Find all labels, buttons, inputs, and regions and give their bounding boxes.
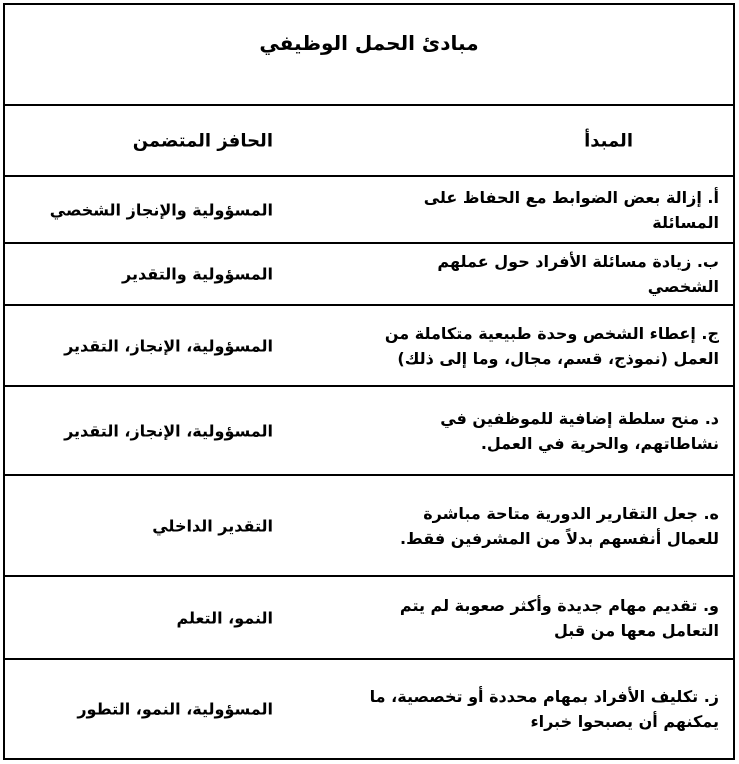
header-row	[5, 106, 733, 177]
motivator-cell: المسؤولية، الإنجاز، التقدير	[64, 421, 273, 440]
principle-cell: ه. جعل التقارير الدورية متاحة مباشرة للعمال أنفسهم بدلاً من المشرفين فقط.	[400, 503, 719, 548]
motivator-cell: المسؤولية، الإنجاز، التقدير	[64, 336, 273, 355]
table-row	[5, 177, 733, 244]
principle-cell: ج. إعطاء الشخص وحدة طبيعية متكاملة من العمل (نموذج، قسم، مجال، وما إلى ذلك)	[384, 323, 719, 368]
table-row	[5, 476, 733, 577]
job-enrichment-table	[3, 3, 735, 760]
motivator-cell: المسؤولية، النمو، التطور	[77, 699, 273, 719]
title-row	[5, 5, 733, 106]
table-row	[5, 660, 733, 758]
table-row	[5, 577, 733, 660]
table-row	[5, 306, 733, 387]
principle-cell: ب. زيادة مسائلة الأفراد حول عملهم الشخصي	[437, 252, 719, 296]
principle-cell: د. منح سلطة إضافية للموظفين في نشاطاتهم، والحرية في العمل.	[440, 408, 719, 453]
motivator-cell: النمو، التعلم	[176, 608, 273, 627]
principle-header: المبدأ	[584, 130, 633, 151]
table-row	[5, 244, 733, 306]
motivator-cell: المسؤولية والتقدير	[122, 264, 273, 284]
table-row	[5, 387, 733, 476]
motivator-cell: المسؤولية والإنجاز الشخصي	[49, 200, 273, 219]
principle-cell: ز. تكليف الأفراد بمهام محددة أو تخصصية، ما يمكنهم أن يصبحوا خبراء	[369, 687, 719, 731]
principle-cell: و. تقديم مهام جديدة وأكثر صعوبة لم يتم التعامل معها من قبل	[399, 595, 719, 640]
table-title: مبادئ الحمل الوظيفي	[259, 31, 479, 55]
motivator-header: الحافز المتضمن	[132, 130, 273, 151]
motivator-cell: التقدير الداخلي	[152, 516, 273, 535]
principle-cell: أ. إزالة بعض الضوابط مع الحفاظ على المسائلة	[423, 187, 719, 232]
